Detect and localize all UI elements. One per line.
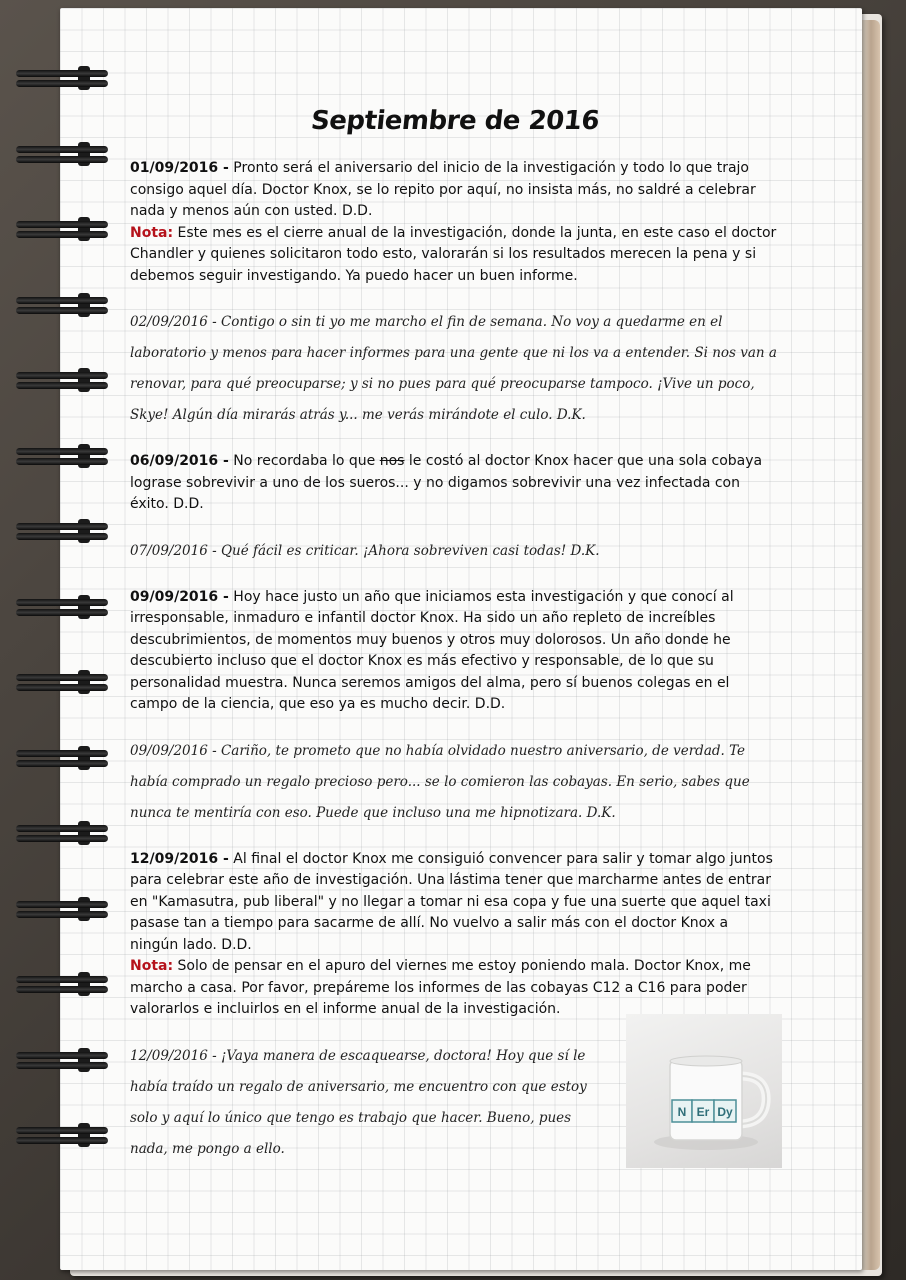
entry-date: 12/09/2016 - xyxy=(130,850,229,867)
spiral-coil xyxy=(12,438,108,472)
spiral-coil xyxy=(12,136,108,170)
tile-n: N xyxy=(677,1105,687,1119)
entry-date: 09/09/2016 - xyxy=(130,588,229,605)
entry-text: ¡Vaya manera de escaquearse, doctora! Hoy que sí le había traído un regalo de aniversario, me encuentro con que estoy solo y aquí lo único que tengo es trabajo que hacer. Bueno, pues nada, me pongo a ello. xyxy=(130,1047,587,1157)
spiral-coil xyxy=(12,966,108,1000)
page-title: Septiembre de 2016 xyxy=(309,106,601,136)
entry-date: 02/09/2016 - xyxy=(130,314,217,330)
spiral-binding xyxy=(12,60,112,1240)
struck-word: nos xyxy=(379,453,405,469)
spiral-coil xyxy=(12,362,108,396)
entry-dk-07 xyxy=(130,536,780,567)
note-text: Este mes es el cierre anual de la investigación, donde la junta, en este caso el doctor Chandler y quienes solicitaron todo esto, valorarán si los resultados merecen la pena y si debemos seguir investigando. Ya puedo hacer un buen informe. xyxy=(130,224,777,284)
entry-date: 09/09/2016 - xyxy=(130,742,217,759)
entry-text: Hoy hace justo un año que iniciamos esta investigación y que conocí al irresponsable, inmaduro e infantil doctor Knox. Ha sido un año repleto de increíbles descubrimientos, de momentos muy buenos y otros muy dolorosos. Un año donde he descubierto incluso que el doctor Knox es más efectivo y responsable, de lo que su personalidad muestra. Nunca seremos amigos del alma, pero sí buenos colegas en el campo de la ciencia, que eso ya es mucho decir. D.D. xyxy=(130,588,734,712)
spiral-coil xyxy=(12,589,108,623)
entry-date: 07/09/2016 - xyxy=(130,542,217,559)
entry-text: Qué fácil es criticar. ¡Ahora sobreviven casi todas! D.K. xyxy=(216,542,600,559)
notebook-edge xyxy=(862,20,880,1270)
entry-date: 01/09/2016 - xyxy=(130,160,229,176)
entry-dd-09 xyxy=(130,587,780,716)
entry-date: 06/09/2016 - xyxy=(130,453,229,469)
entry-date: 12/09/2016 - xyxy=(130,1047,217,1064)
element-tiles xyxy=(672,1100,736,1122)
entry-text: le costó al doctor Knox hacer que una sola cobaya lograse sobrevivir a uno de los sueros... y no digamos sobrevivir una vez infectada con éxito. D.D. xyxy=(130,453,763,512)
mug-illustration xyxy=(626,1014,782,1168)
entry-note xyxy=(130,223,780,288)
spiral-coil xyxy=(12,740,108,774)
spiral-coil xyxy=(12,891,108,925)
spiral-coil xyxy=(12,664,108,698)
entry-dk-02 xyxy=(130,307,780,431)
entry-dd-06 xyxy=(130,451,780,516)
nerdy-mug-photo xyxy=(626,1014,782,1168)
spiral-coil xyxy=(12,1042,108,1076)
tile-dy: Dy xyxy=(717,1105,733,1119)
note-text: Solo de pensar en el apuro del viernes me estoy poniendo mala. Doctor Knox, me marcho a casa. Por favor, prepáreme los informes de las cobayas C12 a C16 para poder valorarlos e incluirlos en el informe anual de la investigación. xyxy=(130,958,751,1017)
entry-dd-12 xyxy=(130,849,780,957)
entry-text: Pronto será el aniversario del inicio de la investigación y todo lo que trajo consigo aquel día. Doctor Knox, se lo repito por aquí, no insista más, no saldré a celebrar nada y menos aún con usted. D.D. xyxy=(130,160,756,219)
spiral-coil xyxy=(12,815,108,849)
note-label: Nota: xyxy=(130,224,174,241)
spiral-coil xyxy=(12,60,108,94)
entry-dk-09 xyxy=(130,736,780,829)
entry-text: Contigo o sin ti yo me marcho el fin de semana. No voy a quedarme en el laboratorio y menos para hacer informes para una gente que ni los va a entender. Si nos van a renovar, para qué preocuparse; y si no pues para qué preocuparse tampoco. ¡Vive un poco, Skye! Algún día mirarás atrás y... me verás mirándote el culo. D.K. xyxy=(130,314,777,423)
page-content xyxy=(130,100,780,1165)
tile-er: Er xyxy=(696,1105,710,1119)
entry-note xyxy=(130,956,780,1021)
entry-dd-01 xyxy=(130,158,780,223)
spiral-coil xyxy=(12,513,108,547)
spiral-coil xyxy=(12,1117,108,1151)
entry-dk-12 xyxy=(130,1041,610,1165)
spiral-coil xyxy=(12,211,108,245)
entry-text: Cariño, te prometo que no había olvidado nuestro aniversario, de verdad. Te había comprado un regalo precioso pero... se lo comieron las cobayas. En serio, sabes que nunca te mentiría con eso. Puede que incluso una me hipnotizara. D.K. xyxy=(130,742,750,821)
entry-text: Al final el doctor Knox me consiguió convencer para salir y tomar algo juntos para celebrar este año de investigación. Una lástima tener que marcharme antes de entrar en "Kamasutra, pub liberal" y no llegar a tomar ni esa copa y fue una suerte que aquel taxi pasase tan a tiempo para sacarme de allí. No vuelvo a salir más con el doctor Knox a ningún lado. D.D. xyxy=(130,850,773,953)
entry-text: No recordaba lo que xyxy=(228,453,380,469)
note-label: Nota: xyxy=(130,958,174,974)
spiral-coil xyxy=(12,287,108,321)
